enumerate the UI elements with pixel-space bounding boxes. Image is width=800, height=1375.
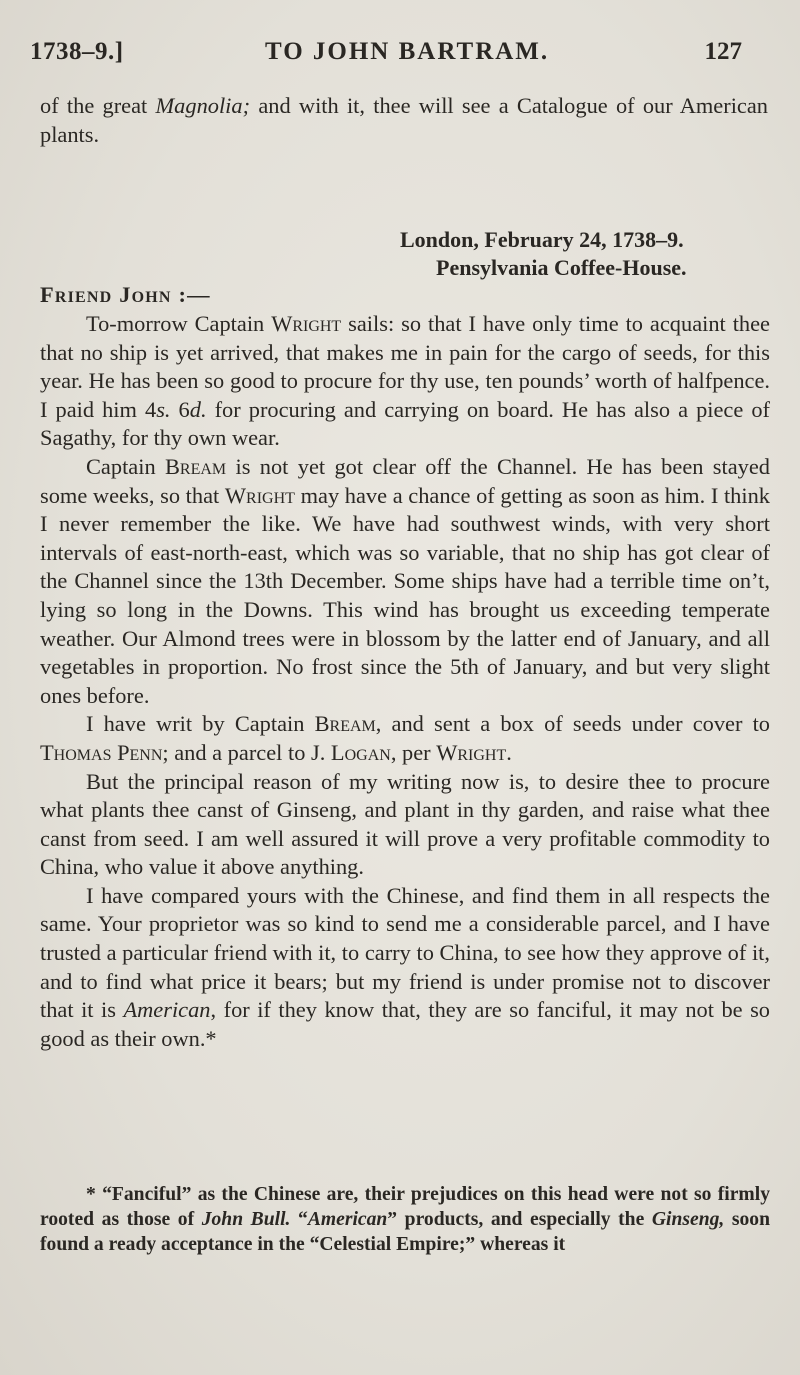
paragraph: To-morrow Captain Wright sails: so that I have only time to acquaint thee that no ship is yet arrived, that makes me in pain for the cargo of seeds, for this year. He has been so good to procure for thy use, ten pounds’ worth of halfpence. I paid him 4s. 6d. for procuring and carrying on board. He has also a piece of Sagathy, for thy own wear. xyxy=(40,311,771,451)
opening-paragraph: of the great Magnolia; and with it, thee will see a Catalogue of our American plants. xyxy=(40,93,768,147)
footnote: * “Fanciful” as the Chinese are, their prejudices on this head were not so firmly rooted as those of John Bull. “American” products, and especially the Ginseng, soon found a ready acceptance in the “Celestial Empire;” whereas it xyxy=(40,1183,770,1255)
page-number: 127 xyxy=(704,38,742,65)
letter-body xyxy=(40,310,770,1053)
paragraph: But the principal reason of my writing now is, to desire thee to procure what plants thee canst of Ginseng, and plant in thy garden, and raise what thee canst from seed. I am well assured it will prove a very profitable commodity to China, who value it above anything. xyxy=(40,768,770,880)
header-title: TO JOHN BARTRAM. xyxy=(265,38,550,65)
letter-dateline xyxy=(400,226,687,282)
letter-place: Pensylvania Coffee-House. xyxy=(436,255,687,280)
running-header xyxy=(30,38,770,72)
paragraph: I have compared yours with the Chinese, and find them in all respects the same. Your proprietor was so kind to send me a considerable parcel, and I have trusted a particular friend with it, to carry to China, to see how they approve of it, and to find what price it bears; but my friend is under promise not to discover that it is American, for if they know that, they are so fanciful, it may not be so good as their own.* xyxy=(40,882,770,1051)
header-page-range: 1738–9.] xyxy=(30,38,124,65)
paragraph: I have writ by Captain Bream, and sent a box of seeds under cover to Thomas Penn; and a parcel to J. Logan, per Wright. xyxy=(40,711,771,765)
letter-salutation: Friend John :— xyxy=(40,282,211,307)
paragraph: Captain Bream is not yet got clear off the Channel. He has been stayed some weeks, so that Wright may have a chance of getting as soon as him. I think I never remember the like. We have had southwest winds, with very short intervals of east-north-east, which was so variable, that no ship has got clear of the Channel since the 13th December. Some ships have had a terrible time on’t, lying so long in the Downs. This wind has brought us exceeding temperate weather. Our Almond trees were in blossom by the latter end of January, and all vegetables in proportion. No frost since the 5th of January, and but very slight ones before. xyxy=(40,453,770,708)
letter-date: London, February 24, 1738–9. xyxy=(400,227,684,252)
